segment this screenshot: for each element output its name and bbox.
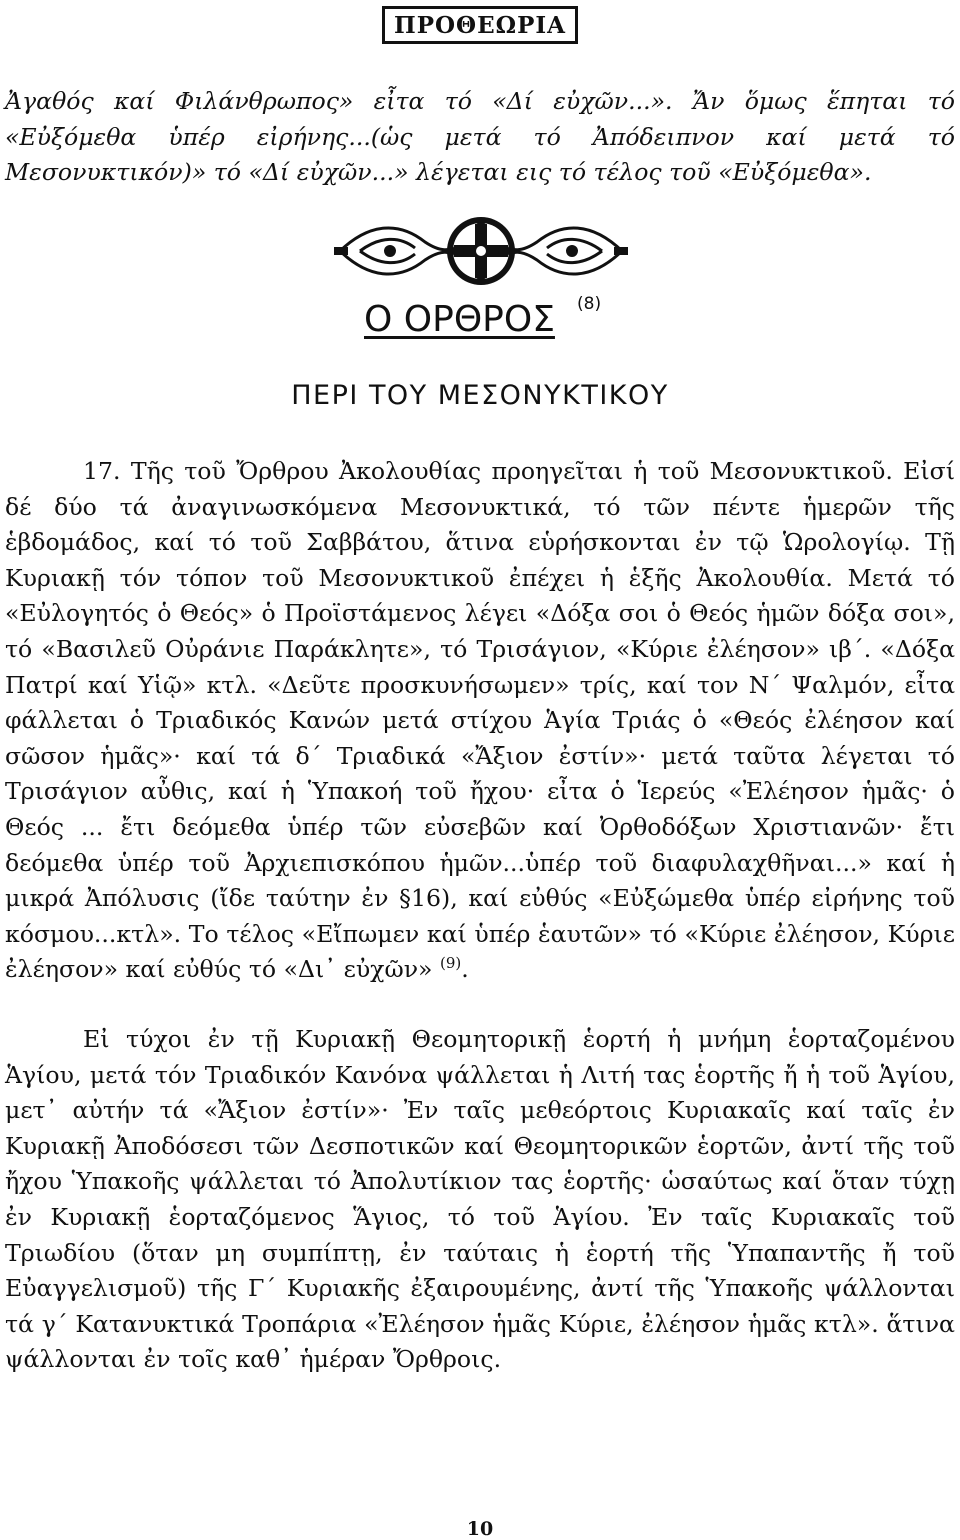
paragraph-tychoi-text: Εἰ τύχοι ἐν τῇ Κυριακῇ Θεομητορικῇ ἑορτή ἡ μνήμη ἑορταζομένου Ἁγίου, μετά τόν Τριαδικόν Κανόνα ψάλλεται ἡ Λιτή τας ἑορτῆς ἤ ἡ τοῦ Ἁγίου, μετ᾽ αὐτήν τά «Ἄξιον ἐστίν»· Ἐν ταῖς μεθεόρτοις Κυριακαῖς καί ταῖς ἐν Κυριακῇ Ἀποδόσεσι τῶν Δεσποτικῶν καί Θεομητορικῶν ἑορτῶν, ἀντί τῆς τοῦ ἤχου Ὑπακοῆς ψάλλεται τό Ἀπολυτίκιον τας ἑορτῆς· ὡσαύτως καί ὅταν τύχῃ ἐν Κυριακῇ ἑορταζόμενος Ἅγιος, τό τοῦ Ἁγίου. Ἐν ταῖς Κυριακαῖς τοῦ Τριωδίου (ὅταν μη συμπίπτῃ, ἐν ταύταις ἡ ἑορτή τῆς Ὑπαπαντῆς ἤ τοῦ Εὐαγγελισμοῦ) τῆς Γ΄ Κυριακῆς ἐξαιρουμένης, ἀντί τῆς Ὑπακοῆς ψάλλονται τά γ΄ Κατανυκτικά Τροπάρια «Ἐλέησον ἡμᾶς Κύριε, ἐλέησον ἡμᾶς κτλ». ἅτινα ψάλλονται ἐν τοῖς καθ᾽ ἡμέραν Ὄρθροις.	[5, 1025, 955, 1374]
footnote-ref-9: (9)	[439, 954, 462, 973]
running-header-title: ΠΡΟΘΕΩΡΙΑ	[394, 11, 566, 39]
section-title: Ο ΟΡΘΡΟΣ	[364, 299, 555, 340]
paragraph-17	[5, 454, 955, 988]
section-title-note: (8)	[577, 294, 602, 314]
section-subtitle: ΠΕΡΙ ΤΟΥ ΜΕΣΟΝΥΚΤΙΚΟΥ	[291, 380, 669, 411]
paragraph-17-body	[5, 454, 955, 988]
paragraph-tychoi-body	[5, 1022, 955, 1378]
paragraph-tychoi	[5, 1022, 955, 1378]
byzantine-cross-ornament-icon	[330, 212, 632, 290]
page-number: 10	[466, 1518, 494, 1540]
intro-paragraph	[5, 84, 955, 191]
intro-text: Ἀγαθός καί Φιλάνθρωπος» εἶτα τό «Δί εὐχῶν...». Ἄν ὅμως ἕπηται τό «Εὐξόμεθα ὑπέρ εἰρήνης...(ὡς μετά τό Ἀπόδειπνον καί μετά τό Μεσονυκτικόν)» τό «Δί εὐχῶν...» λέγεται εις τό τέλος τοῦ «Εὐξόμεθα».	[5, 87, 955, 187]
running-header	[382, 6, 578, 44]
paragraph-17-text: 17. Τῆς τοῦ Ὄρθρου Ἀκολουθίας προηγεῖται ἡ τοῦ Μεσονυκτικοῦ. Εἰσί δέ δύο τά ἀναγινωσκόμενα Μεσονυκτικά, τό τῶν πέντε ἡμερῶν τῆς ἑβδομάδος, καί τό τοῦ Σαββάτου, ἅτινα εὑρήσκονται ἐν τῷ Ὡρολογίῳ. Τῇ Κυριακῇ τόν τόπον τοῦ Μεσονυκτικοῦ ἐπέχει ἡ ἑξῆς Ἀκολουθία. Μετά τό «Εὐλογητός ὁ Θεός» ὁ Προϊστάμενος λέγει «Δόξα σοι ὁ Θεός ἡμῶν δόξα σοι», τό «Βασιλεῦ Οὐράνιε Παράκλητε», τό Τρισάγιον, «Κύριε ἐλέησον» ιβ΄. «Δόξα Πατρί καί Υἱῷ» κτλ. «Δεῦτε προσκυνήσωμεν» τρίς, καί τον Ν΄ Ψαλμόν, εἶτα φάλλεται ὁ Τριαδικός Κανών μετά στίχου Ἁγία Τριάς ὁ «Θεός ἐλέησον καί σῶσον ἡμᾶς»· καί τά δ΄ Τριαδικά «Ἄξιον ἐστίν»· μετά ταῦτα λέγεται τό Τρισάγιον αὖθις, καί ἡ Ὑπακοή τοῦ ἤχου· εἶτα ὁ Ἱερεύς «Ἐλέησον ἡμᾶς· ὁ Θεός ... ἔτι δεόμεθα ὑπέρ τῶν εὐσεβῶν καί Ὀρθοδόξων Χριστιανῶν· ἔτι δεόμεθα ὑπέρ τοῦ Ἀρχιεπισκόπου ἡμῶν...ὑπέρ τοῦ διαφυλαχθῆναι...» καί ἡ μικρά Ἀπόλυσις (ἴδε ταύτην ἐν §16), καί εὐθύς «Εὐξώμεθα ὑπέρ εἰρήνης τοῦ κόσμου...κτλ». Το τέλος «Εἴπωμεν καί ὑπέρ ἑαυτῶν» τό «Κύριε ἐλέησον, Κύριε ἐλέησον» καί εὐθύς τό «Δι᾽ εὐχῶν»	[5, 457, 955, 984]
paragraph-17-end: .	[461, 955, 469, 984]
